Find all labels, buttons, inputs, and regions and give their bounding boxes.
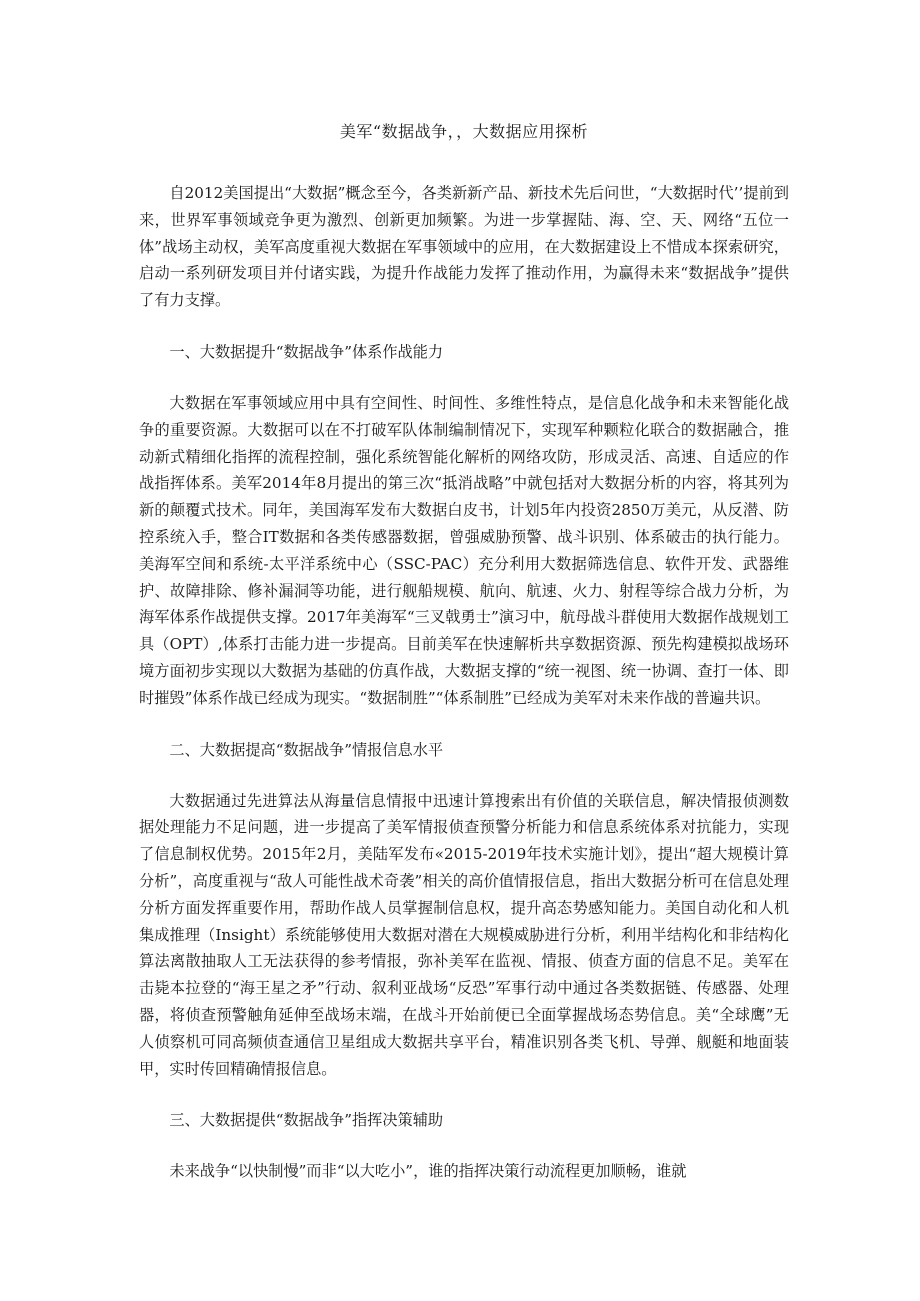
section-2-paragraph: 大数据通过先进算法从海量信息情报中迅速计算搜索出有价值的关联信息，解决情报侦测数据处理能力不足问题，进一步提高了美军情报侦查预警分析能力和信息系统体系对抗能力，实现了信息制权优势。2015年2月，美陆军发布«2015-2019年技术实施计划》，提出“超大规模计算分析”，高度重视与“敌人可能性战术奇袭”相关的高价值情报信息，指出大数据分析可在信息处理分析方面发挥重要作用，帮助作战人员掌握制信息权，提升高态势感知能力。美国自动化和人机集成推理（Insight）系统能够使用大数据对潜在大规模威胁进行分析，利用半结构化和非结构化算法离散抽取人工无法获得的参考情报，弥补美军在监视、情报、侦查方面的信息不足。美军在击毙本拉登的“海王星之矛”行动、叙利亚战场“反恐”军事行动中通过各类数据链、传感器、处理器，将侦查预警触角延伸至战场末端，在战斗开始前便已全面掌握战场态势信息。美“全球鹰”无人侦察机可同高频侦查通信卫星组成大数据共享平台，精准识别各类飞机、导弹、舰艇和地面装甲，实时传回精确情报信息。 [139,791,789,1078]
document-page [139,120,789,1211]
section-1-paragraph: 大数据在军事领域应用中具有空间性、时间性、多维性特点，是信息化战争和未来智能化战争的重要资源。大数据可以在不打破军队体制编制情况下，实现军种颗粒化联合的数据融合，推动新式精细化指挥的流程控制，强化系统智能化解析的网络攻防，形成灵活、高速、自适应的作战指挥体系。美军2014年8月提出的第三次“抵消战略”中就包括对大数据分析的内容，将其列为新的颠覆式技术。同年，美国海军发布大数据白皮书，计划5年内投资2850万美元，从反潜、防控系统入手，整合IT数据和各类传感器数据，曾强威胁预警、战斗识别、体系破击的执行能力。美海军空间和系统-太平洋系统中心（SSC-PAC）充分利用大数据筛选信息、软件开发、武器维护、故障排除、修补漏洞等功能，进行舰船规模、航向、航速、火力、射程等综合战力分析，为海军体系作战提供支撑。2017年美海军“三叉戟勇士”演习中，航母战斗群使用大数据作战规划工具（OPT）,体系打击能力进一步提高。目前美军在快速解析共享数据资源、预先构建模拟战场环境方面初步实现以大数据为基础的仿真作战，大数据支撑的“统一视图、统一协调、查打一体、即时摧毁”体系作战已经成为现实。“数据制胜”“体系制胜”已经成为美军对未来作战的普遍共识。 [139,393,789,707]
document-title: 美军“数据战争，，大数据应用探析 [339,122,589,141]
section-1-heading: 一、大数据提升“数据战争”体系作战能力 [169,342,444,361]
section-3-paragraph: 未来战争“以快制慢”而非“以大吃小”，谁的指挥决策行动流程更加顺畅，谁就 [169,1162,687,1181]
section-3-heading: 三、大数据提供“数据战争”指挥决策辅助 [169,1111,444,1130]
intro-paragraph: 自2012美国提出“大数据”概念至今，各类新新产品、新技术先后问世，“大数据时代’’提前到来，世界军事领域竞争更为激烈、创新更加频繁。为进一步掌握陆、海、空、天、网络“五位一体”战场主动权，美军高度重视大数据在军事领域中的应用，在大数据建设上不惜成本探索研究，启动一系列研发项目并付诸实践，为提升作战能力发挥了推动作用，为赢得未来“数据战争”提供了有力支撑。 [139,184,789,310]
section-2-heading: 二、大数据提高“数据战争”情报信息水平 [169,740,444,759]
